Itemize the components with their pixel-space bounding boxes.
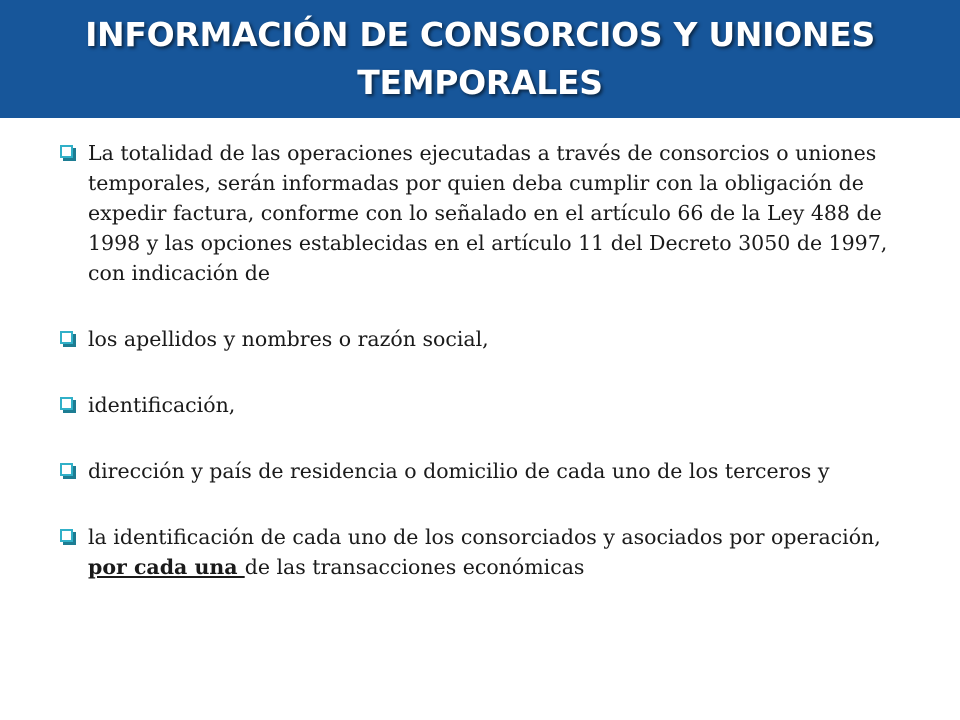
bullet-item-5 <box>60 522 920 582</box>
bullet-item-2 <box>60 324 920 354</box>
bullet-text: los apellidos y nombres o razón social, <box>88 327 489 351</box>
bullet-text: dirección y país de residencia o domicilio de cada uno de los terceros y <box>88 459 830 483</box>
bullet-item-3 <box>60 390 920 420</box>
hollow-square-icon <box>60 145 73 158</box>
hollow-square-icon <box>60 397 73 410</box>
hollow-square-icon <box>60 529 73 542</box>
bullet-text <box>88 525 881 579</box>
bullet-list <box>60 138 920 582</box>
hollow-square-icon <box>60 463 73 476</box>
bullet-text: identificación, <box>88 393 236 417</box>
slide-title: INFORMACIÓN DE CONSORCIOS Y UNIONES TEMPORALES <box>85 15 875 102</box>
bullet-text-after: de las transacciones económicas <box>244 555 585 579</box>
underlined-emphasis: por cada una <box>88 555 245 579</box>
hollow-square-icon <box>60 331 73 344</box>
title-banner <box>0 0 960 118</box>
bullet-text: La totalidad de las operaciones ejecutadas a través de consorcios o uniones temporales, serán informadas por quien deba cumplir con la obligación de expedir factura, conforme con lo señalado en el artículo 66 de la Ley 488 de 1998 y las opciones establecidas en el artículo 11 del Decreto 3050 de 1997, con indicación de <box>88 141 888 285</box>
bullet-item-1 <box>60 138 920 288</box>
bullet-text-before: la identificación de cada uno de los consorciados y asociados por operación, <box>88 525 881 549</box>
bullet-item-4 <box>60 456 920 486</box>
